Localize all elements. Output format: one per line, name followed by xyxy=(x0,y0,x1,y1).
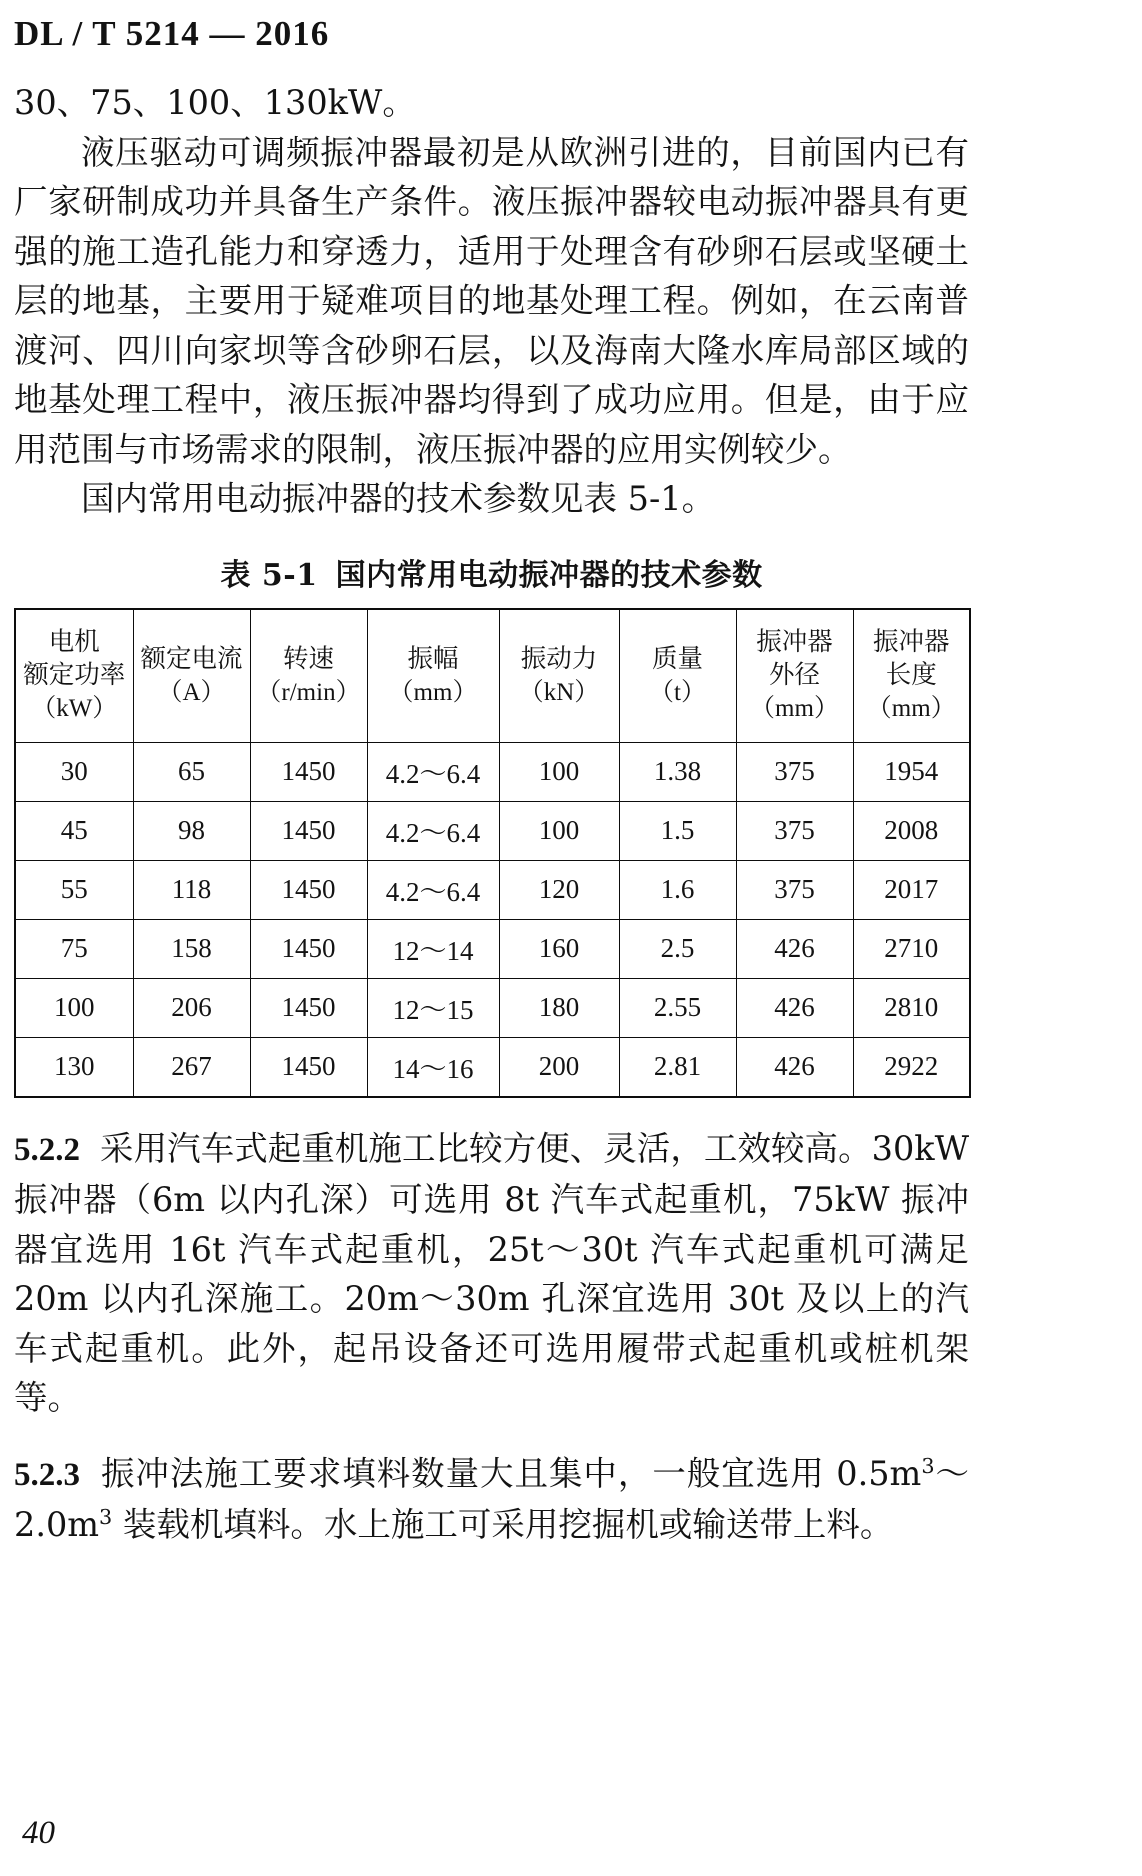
cell: 100 xyxy=(15,978,133,1037)
cell: 4.2～6.4 xyxy=(367,742,499,801)
section-text: 采用汽车式起重机施工比较方便、灵活，工效较高。30kW 振冲器（6m 以内孔深）可选用 8t 汽车式起重机，75kW 振冲器宜选用 16t 汽车式起重机，25t～30t 汽车式起重机可满足 20m 以内孔深施工。20m～30m 孔深宜选用 30t 及以上的汽车式起重机。此外，起吊设备还可选用履带式起重机或桩机架等。 xyxy=(14,1128,969,1417)
cell: 120 xyxy=(499,860,619,919)
cell: 1450 xyxy=(250,801,367,860)
cell: 12～15 xyxy=(367,978,499,1037)
cell: 75 xyxy=(15,919,133,978)
column-header-mass: 质量 （t） xyxy=(619,609,736,743)
cell: 160 xyxy=(499,919,619,978)
cell: 1450 xyxy=(250,919,367,978)
section-text-part3: 装载机填料。水上施工可采用挖掘机或输送带上料。 xyxy=(112,1505,894,1544)
section-5-2-3 xyxy=(14,1449,969,1550)
section-number: 5.2.3 xyxy=(14,1456,80,1493)
cell: 12～14 xyxy=(367,919,499,978)
cell: 45 xyxy=(15,801,133,860)
column-header-vibrating-force: 振动力 （kN） xyxy=(499,609,619,743)
cell: 100 xyxy=(499,742,619,801)
table-caption-label: 表 5-1 xyxy=(220,557,318,593)
cell: 206 xyxy=(133,978,250,1037)
table-row xyxy=(15,801,970,860)
page-content xyxy=(14,78,969,1550)
cell: 2810 xyxy=(853,978,970,1037)
table-header-row xyxy=(15,609,970,743)
cell: 4.2～6.4 xyxy=(367,860,499,919)
cell: 200 xyxy=(499,1037,619,1097)
section-text-part2: ～2.0m xyxy=(14,1453,969,1544)
cell: 118 xyxy=(133,860,250,919)
cell: 375 xyxy=(736,742,853,801)
cell: 4.2～6.4 xyxy=(367,801,499,860)
superscript-cubic-2: 3 xyxy=(99,1504,113,1529)
cell: 375 xyxy=(736,801,853,860)
cell: 267 xyxy=(133,1037,250,1097)
column-header-length: 振冲器 长度 （mm） xyxy=(853,609,970,743)
cell: 65 xyxy=(133,742,250,801)
cell: 14～16 xyxy=(367,1037,499,1097)
cell: 2.81 xyxy=(619,1037,736,1097)
paragraph-continued: 30、75、100、130kW。 xyxy=(14,83,416,122)
section-5-2-2 xyxy=(14,1124,969,1423)
table-row xyxy=(15,978,970,1037)
cell: 1450 xyxy=(250,742,367,801)
table-row xyxy=(15,860,970,919)
cell: 1450 xyxy=(250,860,367,919)
cell: 426 xyxy=(736,919,853,978)
cell: 1.5 xyxy=(619,801,736,860)
paragraph-hydraulic-vibroflot: 液压驱动可调频振冲器最初是从欧洲引进的，目前国内已有厂家研制成功并具备生产条件。液压振冲器较电动振冲器具有更强的施工造孔能力和穿透力，适用于处理含有砂卵石层或坚硬土层的地基，主要用于疑难项目的地基处理工程。例如，在云南普渡河、四川向家坝等含砂卵石层，以及海南大隆水库局部区域的地基处理工程中，液压振冲器均得到了成功应用。但是，由于应用范围与市场需求的限制，液压振冲器的应用实例较少。 xyxy=(14,132,969,469)
vibroflot-spec-table xyxy=(14,608,971,1098)
cell: 426 xyxy=(736,1037,853,1097)
paragraph-table-reference: 国内常用电动振冲器的技术参数见表 5-1。 xyxy=(81,479,716,518)
cell: 2.5 xyxy=(619,919,736,978)
cell: 2.55 xyxy=(619,978,736,1037)
table-caption xyxy=(14,550,969,594)
table-header xyxy=(15,609,970,743)
section-number: 5.2.2 xyxy=(14,1131,80,1168)
cell: 1.38 xyxy=(619,742,736,801)
cell: 158 xyxy=(133,919,250,978)
cell: 1450 xyxy=(250,978,367,1037)
table-body xyxy=(15,742,970,1097)
cell: 100 xyxy=(499,801,619,860)
column-header-outer-diameter: 振冲器 外径 （mm） xyxy=(736,609,853,743)
cell: 2008 xyxy=(853,801,970,860)
page-number: 40 xyxy=(22,1815,55,1851)
running-header: DL / T 5214 — 2016 xyxy=(14,14,330,53)
cell: 1.6 xyxy=(619,860,736,919)
column-header-speed: 转速 （r/min） xyxy=(250,609,367,743)
column-header-rated-current: 额定电流 （A） xyxy=(133,609,250,743)
table-caption-title: 国内常用电动振冲器的技术参数 xyxy=(335,557,763,593)
cell: 426 xyxy=(736,978,853,1037)
table-row xyxy=(15,919,970,978)
column-header-motor-power: 电机 额定功率 （kW） xyxy=(15,609,133,743)
cell: 2710 xyxy=(853,919,970,978)
column-header-amplitude: 振幅 （mm） xyxy=(367,609,499,743)
cell: 180 xyxy=(499,978,619,1037)
section-text-part1: 振冲法施工要求填料数量大且集中，一般宜选用 0.5m xyxy=(100,1453,922,1493)
cell: 98 xyxy=(133,801,250,860)
cell: 2017 xyxy=(853,860,970,919)
superscript-cubic-1: 3 xyxy=(921,1453,935,1478)
cell: 30 xyxy=(15,742,133,801)
table-row xyxy=(15,1037,970,1097)
cell: 2922 xyxy=(853,1037,970,1097)
cell: 1450 xyxy=(250,1037,367,1097)
table-row xyxy=(15,742,970,801)
cell: 375 xyxy=(736,860,853,919)
cell: 1954 xyxy=(853,742,970,801)
cell: 55 xyxy=(15,860,133,919)
cell: 130 xyxy=(15,1037,133,1097)
